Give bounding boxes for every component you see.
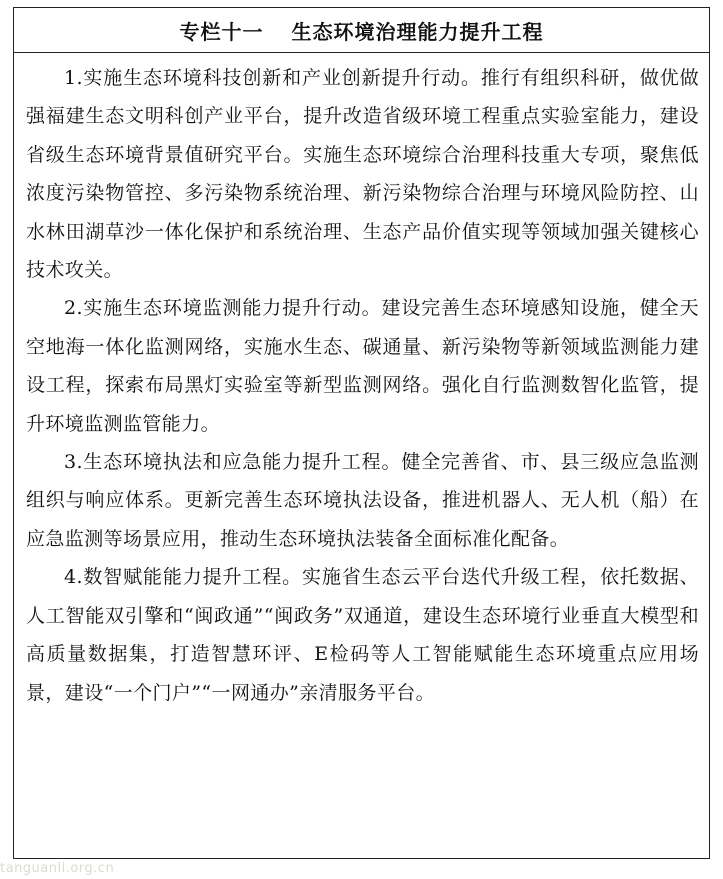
paragraph-tech-innovation: 1.实施生态环境科技创新和产业创新提升行动。推行有组织科研，做优做强福建生态文明科创产业平台，提升改造省级环境工程重点实验室能力，建设省级生态环境背景值研究平台。实施生态环境综合治理科技重大专项，聚焦低浓度污染物管控、多污染物系统治理、新污染物综合治理与环境风险防控、山水林田湖草沙一体化保护和系统治理、生态产品价值实现等领域加强关键核心技术攻关。 bbox=[26, 67, 699, 282]
column-box bbox=[13, 7, 710, 859]
column-title: 生态环境治理能力提升工程 bbox=[291, 19, 544, 44]
column-number: 专栏十一 bbox=[179, 19, 264, 44]
column-content bbox=[14, 53, 709, 712]
paragraph-digital: 4.数智赋能能力提升工程。实施省生态云平台迭代升级工程，依托数据、人工智能双引擎和“闽政通”“闽政务”双通道，建设生态环境行业垂直大模型和高质量数据集，打造智慧环评、E检码等人工智能赋能生态环境重点应用场景，建设“一个门户”“一网通办”亲清服务平台。 bbox=[26, 566, 699, 704]
column-header bbox=[14, 8, 709, 53]
paragraph-monitoring: 2.实施生态环境监测能力提升行动。建设完善生态环境感知设施，健全天空地海一体化监测网络，实施水生态、碳通量、新污染物等新领域监测能力建设工程，探索布局黑灯实验室等新型监测网络。强化自行监测数智化监管，提升环境监测监管能力。 bbox=[26, 297, 699, 435]
paragraph-enforcement: 3.生态环境执法和应急能力提升工程。健全完善省、市、县三级应急监测组织与响应体系。更新完善生态环境执法设备，推进机器人、无人机（船）在应急监测等场景应用，推动生态环境执法装备全面标准化配备。 bbox=[26, 451, 699, 550]
watermark-text: tanguanli.org.cn bbox=[0, 861, 115, 876]
